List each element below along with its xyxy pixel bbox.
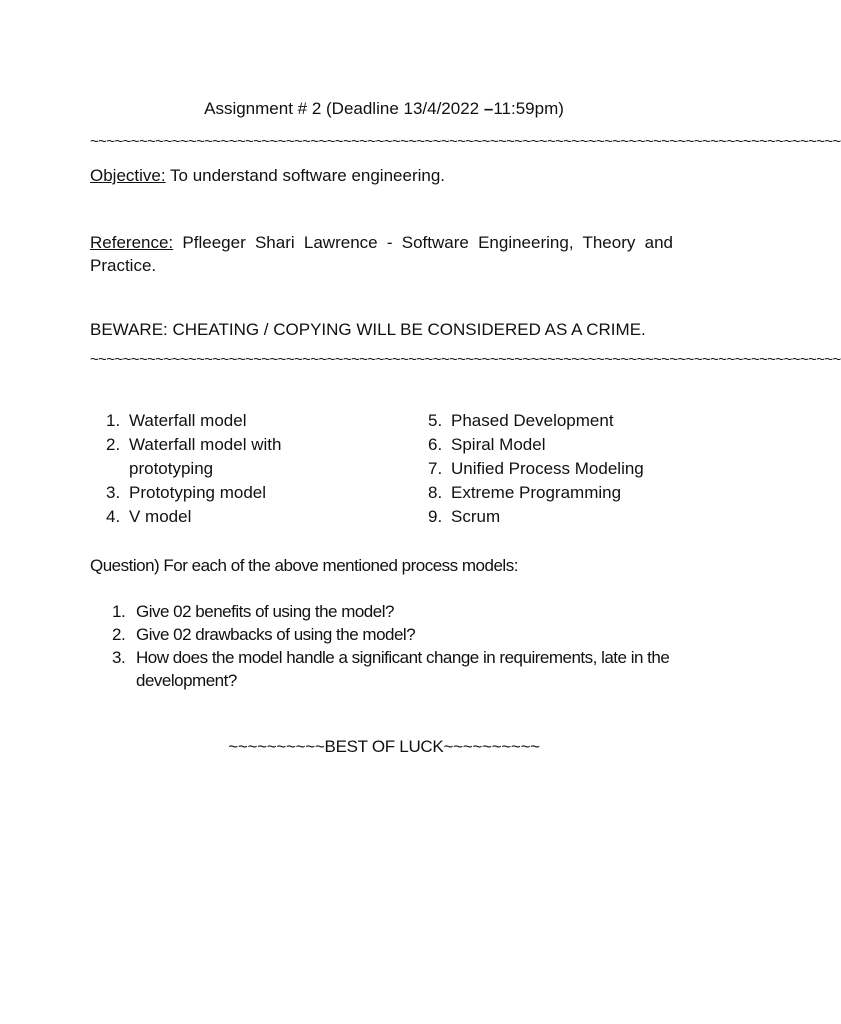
question-item-text: How does the model handle a significant change in requirements, late in the development? — [136, 648, 670, 690]
list-item-label: Unified Process Modeling — [451, 459, 644, 478]
objective-label: Objective: — [90, 166, 166, 185]
title-dash: – — [483, 99, 494, 118]
list-item — [428, 457, 688, 481]
reference-label: Reference: — [90, 233, 174, 252]
list-item-number: 9. — [428, 507, 443, 526]
reference-text: Pfleeger Shari Lawrence - Software Engineering, Theory and Practice. — [90, 233, 673, 275]
question-prompt: Question) For each of the above mentioned process models: — [90, 556, 518, 575]
list-item-label: Waterfall model — [129, 411, 247, 430]
list-item-number: 8. — [428, 483, 443, 502]
list-item — [428, 481, 688, 505]
bottom-separator: ~~~~~~~~~~~~~~~~~~~~~~~~~~~~~~~~~~~~~~~~~~~~~~~~~~~~~~~~~~~~~~~~~~~~~~~~~~~~~~~~~~~~~~~~~~~~ — [90, 351, 841, 368]
question-item — [112, 646, 682, 692]
question-item-number: 3. — [112, 648, 126, 667]
title-text-start: Assignment # 2 (Deadline 13/4/2022 — [204, 99, 484, 118]
list-item-label: Phased Development — [451, 411, 614, 430]
list-item — [428, 409, 688, 433]
list-item-number: 4. — [106, 507, 121, 526]
list-item — [106, 505, 326, 529]
question-item — [112, 623, 682, 646]
objective-text: To understand software engineering. — [165, 166, 446, 185]
list-item-number: 7. — [428, 459, 443, 478]
list-item — [428, 505, 688, 529]
list-item-number: 1. — [106, 411, 121, 430]
process-models-list-left — [106, 409, 326, 529]
list-item — [106, 433, 326, 481]
cheating-warning: BEWARE: CHEATING / COPYING WILL BE CONSIDERED AS A CRIME. — [90, 320, 646, 339]
list-item-number: 2. — [106, 435, 121, 454]
question-item-number: 1. — [112, 602, 126, 621]
list-item — [106, 409, 326, 433]
list-item-label: Extreme Programming — [451, 483, 622, 502]
document-title — [0, 98, 768, 120]
list-item — [106, 481, 326, 505]
title-text-end: 11:59pm) — [493, 99, 564, 118]
list-item-number: 5. — [428, 411, 443, 430]
question-item-number: 2. — [112, 625, 126, 644]
list-item-label: Prototyping model — [129, 483, 267, 502]
question-item — [112, 600, 682, 623]
objective-paragraph — [90, 164, 673, 187]
process-models-list-right — [428, 409, 688, 529]
question-item-text: Give 02 drawbacks of using the model? — [136, 625, 416, 644]
top-separator: ~~~~~~~~~~~~~~~~~~~~~~~~~~~~~~~~~~~~~~~~~~~~~~~~~~~~~~~~~~~~~~~~~~~~~~~~~~~~~~~~~~~~~~~~~~~~ — [90, 133, 841, 150]
question-items-list — [112, 600, 682, 692]
list-item-number: 6. — [428, 435, 443, 454]
list-item-label: V model — [129, 507, 192, 526]
list-item-label: Scrum — [451, 507, 501, 526]
closing-line: ~~~~~~~~~~BEST OF LUCK~~~~~~~~~~ — [228, 737, 540, 756]
list-item-label: Waterfall model with prototyping — [129, 435, 282, 478]
list-item-label: Spiral Model — [451, 435, 546, 454]
list-item-number: 3. — [106, 483, 121, 502]
question-item-text: Give 02 benefits of using the model? — [136, 602, 394, 621]
list-item — [428, 433, 688, 457]
reference-paragraph — [90, 231, 673, 277]
